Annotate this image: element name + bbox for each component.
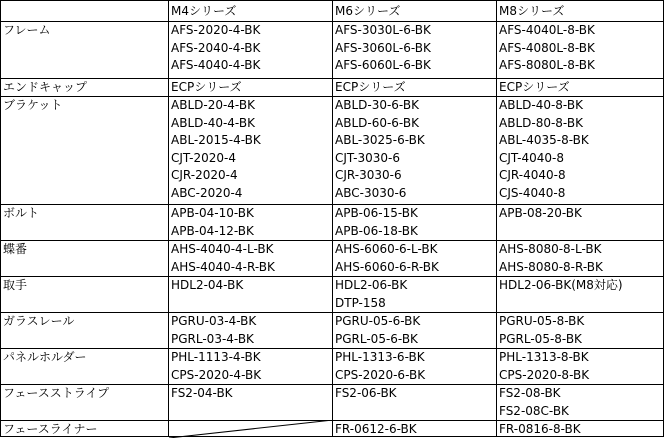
part-number: AFS-4040L-8-BK xyxy=(499,23,595,37)
part-number: ABLD-30-6-BK xyxy=(335,98,419,112)
part-number: CPS-2020-8-BK xyxy=(499,367,590,382)
part-number: PGRU-05-6-BK xyxy=(335,314,421,328)
part-number: CPS-2020-4-BK xyxy=(171,367,262,382)
part-number: ABLD-60-6-BK xyxy=(335,115,419,130)
part-number: ABLD-20-4-BK xyxy=(171,98,255,112)
part-number: AFS-2020-4-BK xyxy=(171,23,261,37)
part-number: CJS-4040-8 xyxy=(499,185,566,200)
header-m8-series: M8シリーズ xyxy=(499,4,565,18)
part-number: AFS-2040-4-BK xyxy=(171,40,261,55)
cell-hinge-m6 xyxy=(335,241,439,276)
cell-bolt-m6 xyxy=(335,205,418,240)
part-number: HDL2-06-BK(M8対応) xyxy=(499,278,623,292)
row-label-bolt: ボルト xyxy=(3,206,40,220)
part-number: PHL-1313-8-BK xyxy=(499,350,589,364)
part-number: ABL-4035-8-BK xyxy=(499,133,589,147)
cell-panel-holder-m6 xyxy=(335,349,425,384)
header-m6-series: M6シリーズ xyxy=(335,4,401,18)
cell-bracket-m8 xyxy=(499,97,589,202)
cell-face-stripe-m6 xyxy=(335,385,397,403)
cell-glass-rail-m8 xyxy=(499,313,584,348)
cell-glass-rail-m4 xyxy=(171,313,256,348)
part-number: DTP-158 xyxy=(335,295,386,310)
part-number: APB-08-20-BK xyxy=(499,206,582,220)
cell-face-stripe-m4 xyxy=(171,385,233,403)
part-number: PGRU-05-8-BK xyxy=(499,314,585,328)
cell-end-cap-m8 xyxy=(499,79,570,97)
part-number: FS2-04-BK xyxy=(171,386,233,400)
cell-hinge-m8 xyxy=(499,241,603,276)
column-divider xyxy=(168,1,169,436)
part-number: AHS-8080-8-L-BK xyxy=(499,242,602,256)
column-divider xyxy=(332,1,333,436)
row-label-frame: フレーム xyxy=(3,23,51,37)
part-number: CJT-4040-8 xyxy=(499,150,564,165)
part-number: CJR-2020-4 xyxy=(171,168,238,182)
part-number: CJR-3030-6 xyxy=(335,168,402,182)
part-number: AFS-4080L-8-BK xyxy=(499,40,595,55)
part-number: ABLD-40-8-BK xyxy=(499,98,583,112)
header-m4-series: M4シリーズ xyxy=(171,4,237,18)
cell-face-liner-m8 xyxy=(499,421,581,439)
row-label-end-cap: エンドキャップ xyxy=(3,80,88,94)
part-number: ABC-2020-4 xyxy=(171,185,243,200)
row-label-glass-rail: ガラスレール xyxy=(3,314,75,328)
cell-handle-m6 xyxy=(335,277,407,312)
cell-bolt-m4 xyxy=(171,205,254,240)
part-number: APB-04-10-BK xyxy=(171,206,254,220)
cell-bolt-m8 xyxy=(499,205,582,223)
part-number: ECPシリーズ xyxy=(335,80,406,94)
part-number: HDL2-06-BK xyxy=(335,278,408,292)
part-number: HDL2-04-BK xyxy=(171,278,244,292)
part-number: ABL-3025-6-BK xyxy=(335,133,425,147)
part-number: FR-0612-6-BK xyxy=(335,422,417,436)
part-number: AFS-8080L-8-BK xyxy=(499,58,595,72)
row-label-handle: 取手 xyxy=(3,278,28,292)
cell-face-liner-m6 xyxy=(335,421,417,439)
cell-glass-rail-m6 xyxy=(335,313,420,348)
row-label-panel-holder: パネルホルダー xyxy=(3,350,87,364)
cell-frame-m6 xyxy=(335,22,431,75)
cell-end-cap-m4 xyxy=(171,79,242,97)
part-number: PGRL-05-6-BK xyxy=(335,331,418,346)
column-divider xyxy=(496,1,497,436)
part-number: AFS-3030L-6-BK xyxy=(335,23,431,37)
part-number: FS2-08-BK xyxy=(499,386,561,400)
part-number: AFS-4040-4-BK xyxy=(171,58,261,72)
part-number: PHL-1313-6-BK xyxy=(335,350,425,364)
part-number: ABL-2015-4-BK xyxy=(171,133,261,147)
part-number: ECPシリーズ xyxy=(499,80,570,94)
cell-frame-m4 xyxy=(171,22,260,75)
part-number: CJT-2020-4 xyxy=(171,150,236,165)
part-number: AHS-6060-6-L-BK xyxy=(335,242,438,256)
part-number: FS2-08C-BK xyxy=(499,403,569,418)
row-label-hinge: 蝶番 xyxy=(3,242,28,256)
cell-bracket-m6 xyxy=(335,97,425,202)
part-number: FR-0816-8-BK xyxy=(499,422,581,436)
part-number: APB-04-12-BK xyxy=(171,223,254,238)
cell-face-stripe-m8 xyxy=(499,385,569,420)
part-number: AFS-6060L-6-BK xyxy=(335,58,431,72)
part-number: APB-06-15-BK xyxy=(335,206,418,220)
part-number: ABLD-80-8-BK xyxy=(499,115,583,130)
part-number: FS2-06-BK xyxy=(335,386,397,400)
part-number: AFS-3060L-6-BK xyxy=(335,40,431,55)
cell-handle-m4 xyxy=(171,277,243,295)
cell-hinge-m4 xyxy=(171,241,275,276)
cell-handle-m8 xyxy=(499,277,623,295)
part-number: AHS-8080-8-R-BK xyxy=(499,259,603,274)
cell-frame-m8 xyxy=(499,22,595,75)
cell-end-cap-m6 xyxy=(335,79,406,97)
row-label-face-stripe: フェースストライプ xyxy=(3,386,110,400)
part-number: ABC-3030-6 xyxy=(335,185,407,200)
part-number: CJT-3030-6 xyxy=(335,150,400,165)
row-label-face-liner: フェースライナー xyxy=(3,422,98,436)
part-number: CPS-2020-6-BK xyxy=(335,367,426,382)
row-label-bracket: ブラケット xyxy=(3,98,63,112)
part-number: PGRL-05-8-BK xyxy=(499,331,582,346)
cell-bracket-m4 xyxy=(171,97,261,202)
part-number: APB-06-18-BK xyxy=(335,223,418,238)
part-number: PHL-1113-4-BK xyxy=(171,350,261,364)
part-number: AHS-6060-6-R-BK xyxy=(335,259,439,274)
cell-panel-holder-m8 xyxy=(499,349,589,384)
part-number: AHS-4040-4-R-BK xyxy=(171,259,275,274)
not-applicable-diagonal xyxy=(169,420,333,438)
cell-panel-holder-m4 xyxy=(171,349,261,384)
part-number: PGRL-03-4-BK xyxy=(171,331,254,346)
part-number: AHS-4040-4-L-BK xyxy=(171,242,274,256)
part-number: ABLD-40-4-BK xyxy=(171,115,255,130)
part-number: CJR-4040-8 xyxy=(499,168,566,182)
part-number: ECPシリーズ xyxy=(171,80,242,94)
part-number: PGRU-03-4-BK xyxy=(171,314,257,328)
